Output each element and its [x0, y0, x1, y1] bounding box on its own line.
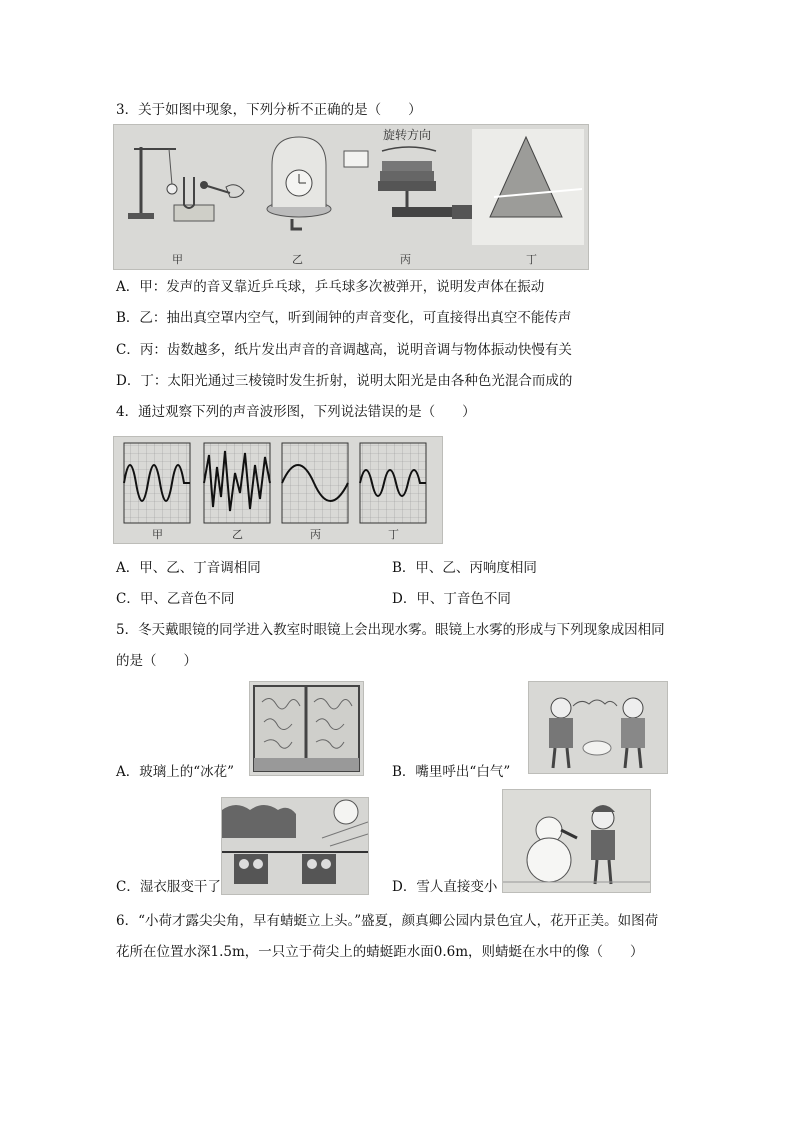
waveform-yi	[204, 443, 270, 523]
q3-option-b: B．乙：抽出真空罩内空气，听到闹钟的声音变化，可直接得出真空不能传声	[116, 310, 572, 326]
q5-stem-line1: 5．冬天戴眼镜的同学进入教室时眼镜上会出现水雾。眼镜上水雾的形成与下列现象成因相同	[116, 622, 665, 638]
caption-yi: 乙	[292, 253, 303, 266]
caption-bing: 丙	[310, 528, 321, 541]
q3-option-a: A．甲：发声的音叉靠近乒乓球，乒乓球多次被弹开，说明发声体在振动	[116, 279, 545, 295]
waveform-bing	[282, 443, 348, 523]
q4-stem: 4．通过观察下列的声音波形图，下列说法错误的是（ ）	[116, 404, 476, 420]
caption-ding: 丁	[526, 253, 537, 266]
waveform-ding	[360, 443, 426, 523]
caption-ding: 丁	[388, 528, 399, 541]
q5-option-d: D．雪人直接变小	[392, 879, 498, 895]
q5-option-a: A．玻璃上的“冰花”	[116, 764, 235, 780]
bell-jar-clock-drawing	[267, 137, 331, 229]
q3-stem: 3．关于如图中现象，下列分析不正确的是（ ）	[116, 102, 422, 118]
q3-option-c: C．丙：齿数越多，纸片发出声音的音调越高，说明音调与物体振动快慢有关	[116, 342, 572, 358]
q5-stem-line2: 的是（ ）	[116, 653, 197, 669]
q4-option-a: A．甲、乙、丁音调相同	[116, 560, 261, 576]
caption-bing: 丙	[400, 253, 411, 266]
q6-stem-line1: 6．“小荷才露尖尖角，早有蜻蜓立上头。”盛夏，颜真卿公园内景色宜人，花开正美。如图荷	[116, 913, 659, 929]
q6-stem-line2: 花所在位置水深1.5m，一只立于荷尖上的蜻蜓距水面0.6m，则蜻蜓在水中的像（ ）	[116, 944, 644, 960]
q4-option-d: D．甲、丁音色不同	[392, 591, 511, 607]
rotating-gears-card-drawing	[344, 127, 476, 219]
q5-image-a-frosted-window	[249, 681, 364, 776]
q5-image-d-snowman	[502, 789, 651, 893]
rotate-direction-label: 旋转方向	[383, 128, 432, 142]
q3-figure	[113, 124, 589, 270]
q4-option-b: B．甲、乙、丙响度相同	[392, 560, 537, 576]
q5-image-c-clothes-drying	[221, 797, 369, 895]
pendulum-tuning-fork-drawing	[128, 147, 244, 221]
q3-option-d: D．丁：太阳光通过三棱镜时发生折射，说明太阳光是由各种色光混合而成的	[116, 373, 573, 389]
caption-jia: 甲	[172, 253, 183, 266]
caption-jia: 甲	[152, 528, 163, 541]
q4-option-c: C．甲、乙音色不同	[116, 591, 235, 607]
q5-option-c: C．湿衣服变干了	[116, 879, 221, 895]
caption-yi: 乙	[232, 528, 243, 541]
prism-light-drawing	[472, 129, 584, 245]
q5-image-b-breath-white-air	[528, 681, 668, 774]
q5-option-b: B．嘴里呼出“白气”	[392, 764, 511, 780]
q4-waveform-figure	[113, 436, 443, 544]
waveform-jia	[124, 443, 190, 523]
